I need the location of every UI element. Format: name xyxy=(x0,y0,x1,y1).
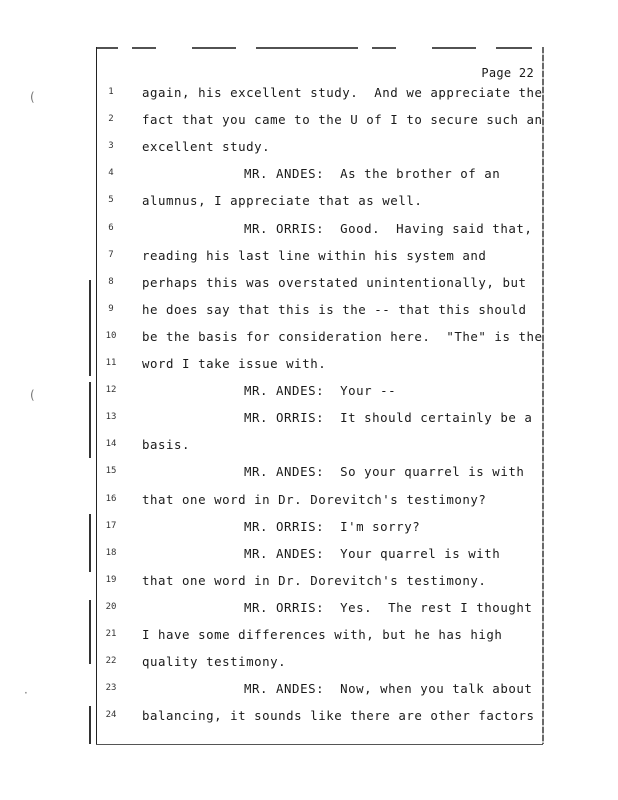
line-number: 15 xyxy=(105,466,117,476)
line-number: 10 xyxy=(105,331,117,341)
transcript-line: basis. xyxy=(142,437,191,452)
transcript-line: excellent study. xyxy=(142,139,271,154)
scan-mark: · xyxy=(24,686,28,700)
transcript-line: MR. ORRIS: It should certainly be a xyxy=(244,410,533,425)
scan-mark: ( xyxy=(30,388,35,402)
transcript-line: balancing, it sounds like there are other factors xyxy=(142,708,535,723)
transcript-line: I have some differences with, but he has high xyxy=(142,627,503,642)
line-number: 9 xyxy=(108,304,114,314)
transcript-line: MR. ANDES: Your quarrel is with xyxy=(244,546,501,561)
line-number: 22 xyxy=(105,656,117,666)
page-frame-top xyxy=(96,47,532,49)
change-bar xyxy=(89,382,91,458)
change-bar xyxy=(89,706,91,744)
scan-mark: ( xyxy=(30,90,35,104)
transcript-line: word I take issue with. xyxy=(142,356,327,371)
line-number: 23 xyxy=(105,683,117,693)
transcript-line: be the basis for consideration here. "The" is the xyxy=(142,329,543,344)
transcript-line: MR. ORRIS: Yes. The rest I thought xyxy=(244,600,533,615)
transcript-line: MR. ANDES: Your -- xyxy=(244,383,397,398)
transcript-line: reading his last line within his system and xyxy=(142,248,487,263)
transcript-line: MR. ORRIS: I'm sorry? xyxy=(244,519,421,534)
line-number: 16 xyxy=(105,494,117,504)
page-frame-left xyxy=(96,47,97,744)
line-number: 8 xyxy=(108,277,114,287)
line-number: 24 xyxy=(105,710,117,720)
page-number: Page 22 xyxy=(481,66,534,80)
line-number: 1 xyxy=(108,87,114,97)
line-number: 14 xyxy=(105,439,117,449)
line-number: 21 xyxy=(105,629,117,639)
transcript-line: MR. ANDES: Now, when you talk about xyxy=(244,681,533,696)
line-number: 13 xyxy=(105,412,117,422)
transcript-line: MR. ANDES: As the brother of an xyxy=(244,166,501,181)
line-number: 19 xyxy=(105,575,117,585)
transcript-line: perhaps this was overstated unintentionally, but xyxy=(142,275,527,290)
transcript-line: he does say that this is the -- that this should xyxy=(142,302,527,317)
transcript-line: that one word in Dr. Dorevitch's testimony. xyxy=(142,573,487,588)
line-number: 5 xyxy=(108,195,114,205)
transcript-line: that one word in Dr. Dorevitch's testimony? xyxy=(142,492,487,507)
line-number: 2 xyxy=(108,114,114,124)
line-number: 18 xyxy=(105,548,117,558)
change-bar xyxy=(89,514,91,572)
line-number: 11 xyxy=(105,358,117,368)
transcript-line: MR. ANDES: So your quarrel is with xyxy=(244,464,525,479)
transcript-line: quality testimony. xyxy=(142,654,287,669)
line-number: 3 xyxy=(108,141,114,151)
transcript-line: alumnus, I appreciate that as well. xyxy=(142,193,423,208)
change-bar xyxy=(89,280,91,376)
transcript-line: again, his excellent study. And we appreciate the xyxy=(142,85,543,100)
line-number: 7 xyxy=(108,250,114,260)
line-number: 6 xyxy=(108,223,114,233)
line-number: 20 xyxy=(105,602,117,612)
line-number: 17 xyxy=(105,521,117,531)
transcript-line: fact that you came to the U of I to secure such an xyxy=(142,112,543,127)
change-bar xyxy=(89,600,91,664)
transcript-line: MR. ORRIS: Good. Having said that, xyxy=(244,221,533,236)
line-number: 12 xyxy=(105,385,117,395)
page-frame-bottom xyxy=(96,744,543,745)
line-number: 4 xyxy=(108,168,114,178)
